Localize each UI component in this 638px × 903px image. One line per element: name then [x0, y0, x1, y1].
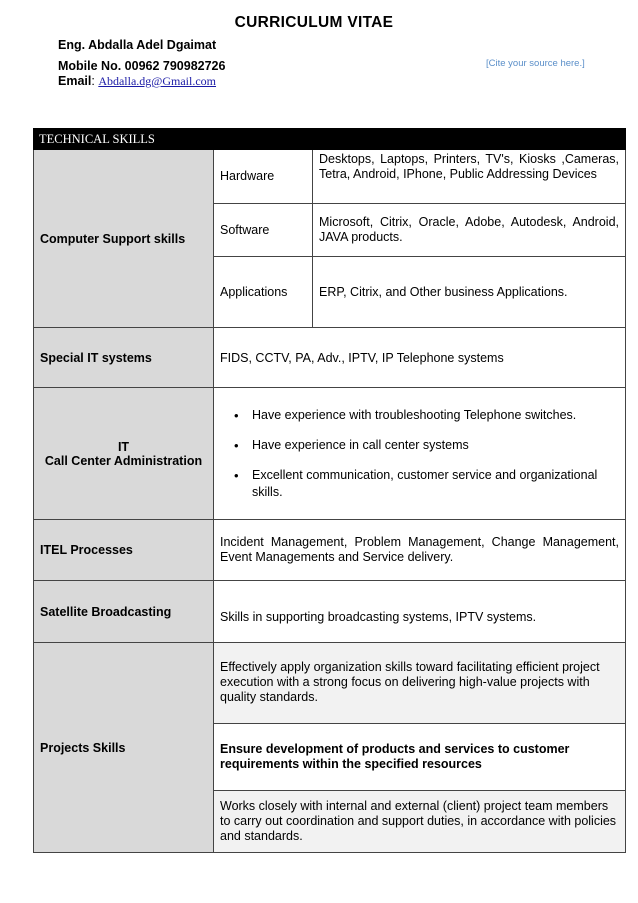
applications-value: ERP, Citrix, and Other business Applications.: [319, 284, 568, 299]
computer-support-details: [214, 150, 625, 327]
subrow-hardware: [214, 150, 625, 204]
technical-skills-heading: TECHNICAL SKILLS: [33, 128, 626, 150]
satellite-value: Skills in supporting broadcasting systems, IPTV systems.: [220, 609, 537, 624]
row-itel: [33, 520, 626, 581]
hardware-label: Hardware: [214, 150, 313, 203]
row-satellite: [33, 581, 626, 643]
row-projects: [33, 643, 626, 853]
subrow-applications: [214, 257, 625, 327]
project-item-2: Ensure development of products and services to customer requirements within the specified resources: [214, 724, 625, 792]
row-special-it: [33, 328, 626, 388]
call-center-label-line2: Call Center Administration: [44, 453, 203, 468]
special-it-value: FIDS, CCTV, PA, Adv., IPTV, IP Telephone systems: [220, 350, 504, 365]
call-center-bullets: [214, 401, 625, 507]
mobile-number: Mobile No. 00962 790982726: [58, 59, 226, 73]
row-computer-support: [33, 150, 626, 328]
email-label: Email: [58, 74, 92, 88]
projects-label: Projects Skills: [34, 643, 214, 852]
candidate-name: Eng. Abdalla Adel Dgaimat: [58, 38, 217, 52]
document-title: CURRICULUM VITAE: [234, 14, 394, 31]
computer-support-label: Computer Support skills: [34, 150, 214, 327]
bullet-item: • Have experience with troubleshooting Telephone switches.: [252, 407, 625, 424]
satellite-label: Satellite Broadcasting: [34, 581, 214, 642]
itel-value: Incident Management, Problem Management, Change Management, Event Managements and Service delivery.: [220, 535, 619, 564]
projects-details: [214, 643, 625, 852]
bullet-item: • Have experience in call center systems: [252, 437, 625, 454]
applications-label: Applications: [214, 257, 313, 327]
special-it-label: Special IT systems: [34, 328, 214, 387]
call-center-label: [34, 388, 214, 519]
project-item-3: Works closely with internal and external (client) project team members to carry out coordination and support duties, in accordance with policies and standards.: [214, 791, 625, 852]
call-center-label-line1: IT: [117, 439, 130, 454]
skills-table: [33, 150, 626, 853]
email-row: [58, 74, 216, 89]
itel-label: ITEL Processes: [34, 520, 214, 580]
call-center-details: [214, 388, 625, 519]
cite-source-placeholder[interactable]: [Cite your source here.]: [486, 58, 585, 69]
row-call-center: [33, 388, 626, 520]
hardware-value: Desktops, Laptops, Printers, TV's, Kiosks ,Cameras, Tetra, Android, IPhone, Public Addressing Devices: [319, 152, 619, 181]
email-link[interactable]: Abdalla.dg@Gmail.com: [98, 74, 217, 88]
software-value: Microsoft, Citrix, Oracle, Adobe, Autodesk, Android, JAVA products.: [319, 215, 619, 245]
software-label: Software: [214, 204, 313, 257]
subrow-software: [214, 204, 625, 258]
bullet-item: • Excellent communication, customer service and organizational skills.: [252, 467, 625, 501]
project-item-1: Effectively apply organization skills toward facilitating efficient project execution with a strong focus on delivering high-value projects with quality standards.: [214, 643, 625, 724]
email-colon: :: [91, 74, 99, 88]
